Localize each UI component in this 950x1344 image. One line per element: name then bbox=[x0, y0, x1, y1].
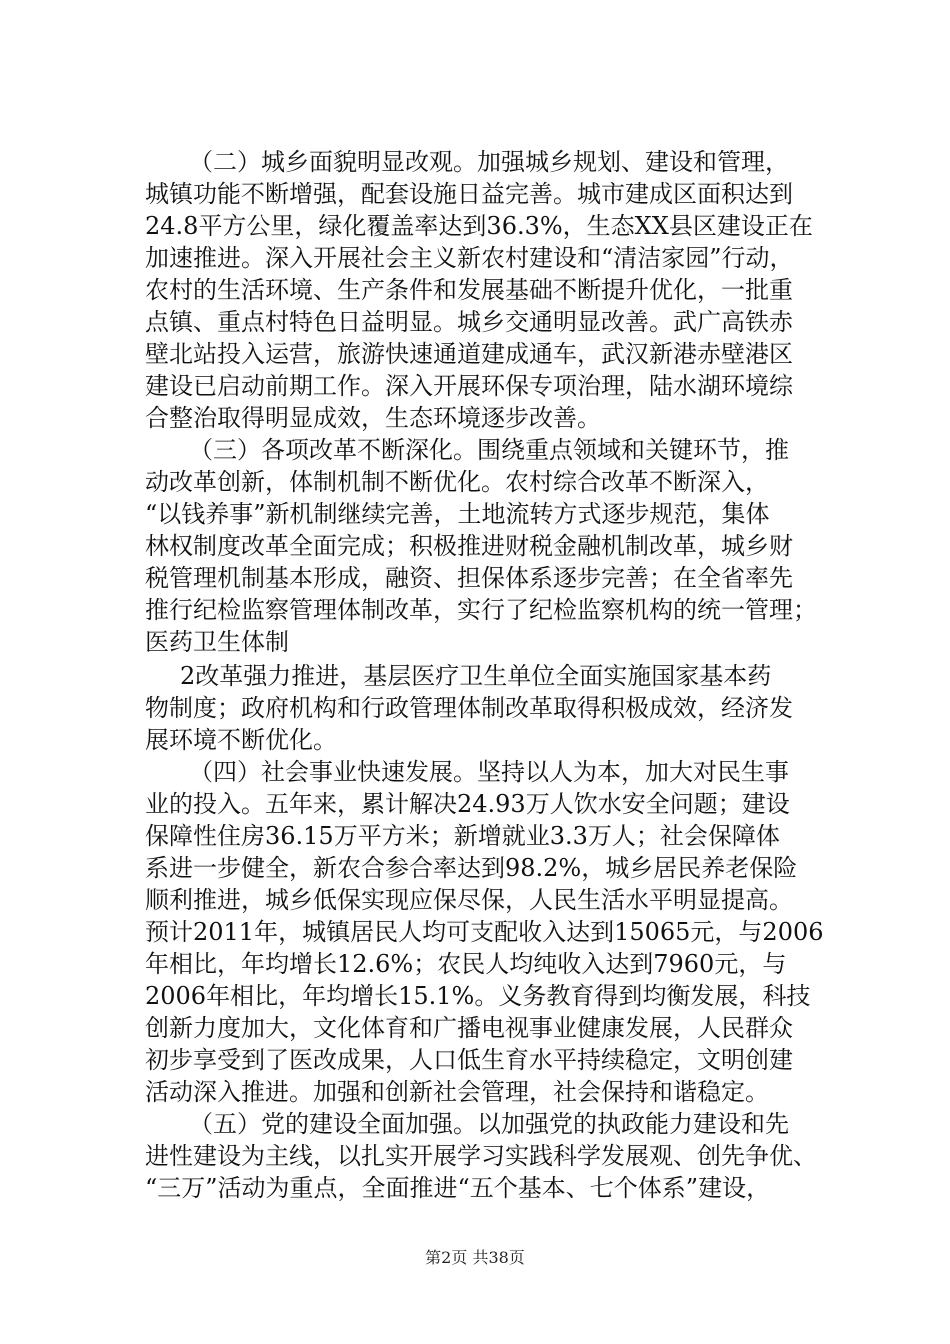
text-line: 合整治取得明显成效，生态环境逐步改善。 bbox=[145, 404, 601, 432]
text-line: （五）党的建设全面加强。以加强党的执政能力建设和先 bbox=[189, 1110, 789, 1138]
text-line: 物制度；政府机构和行政管理体制改革取得积极成效，经济发 bbox=[145, 694, 793, 722]
text-line: 点镇、重点村特色日益明显。城乡交通明显改善。武广高铁赤 bbox=[145, 308, 793, 336]
text-line: 系进一步健全，新农合参合率达到98.2%，城乡居民养老保险 bbox=[145, 854, 798, 882]
text-line: 进性建设为主线，以扎实开展学习实践科学发展观、创先争优、 bbox=[145, 1142, 817, 1170]
text-line: 动改革创新，体制机制不断优化。农村综合改革不断深入， bbox=[145, 468, 769, 496]
text-line: 城镇功能不断增强，配套设施日益完善。城市建成区面积达到 bbox=[145, 180, 793, 208]
text-line: 保障性住房36.15万平方米；新增就业3.3万人；社会保障体 bbox=[145, 822, 780, 850]
text-line: 年相比，年均增长12.6%；农民人均纯收入达到7960元，与 bbox=[145, 950, 787, 978]
text-line: 活动深入推进。加强和创新社会管理，社会保持和谐稳定。 bbox=[145, 1078, 769, 1106]
text-line: 创新力度加大，文化体育和广播电视事业健康发展，人民群众 bbox=[145, 1014, 793, 1042]
page-number-label: 第2页 共38页 bbox=[425, 1248, 525, 1267]
text-line: （四）社会事业快速发展。坚持以人为本，加大对民生事 bbox=[189, 758, 789, 786]
text-line: 顺利推进，城乡低保实现应保尽保，人民生活水平明显提高。 bbox=[145, 886, 793, 914]
text-line: 展环境不断优化。 bbox=[145, 726, 337, 754]
text-line: 壁北站投入运营，旅游快速通道建成通车，武汉新港赤壁港区 bbox=[145, 340, 793, 368]
text-line: 林权制度改革全面完成；积极推进财税金融机制改革，城乡财 bbox=[145, 532, 793, 560]
text-line: 医药卫生体制 bbox=[145, 628, 289, 656]
text-line: 推行纪检监察管理体制改革，实行了纪检监察机构的统一管理； bbox=[145, 596, 817, 624]
text-line: “三万”活动为重点，全面推进“五个基本、七个体系”建设， bbox=[145, 1174, 771, 1202]
text-line: （二）城乡面貌明显改观。加强城乡规划、建设和管理， bbox=[189, 148, 789, 176]
text-line: 业的投入。五年来，累计解决24.93万人饮水安全问题；建设 bbox=[145, 790, 790, 818]
text-line: 建设已启动前期工作。深入开展环保专项治理，陆水湖环境综 bbox=[145, 372, 793, 400]
text-line: 税管理机制基本形成，融资、担保体系逐步完善；在全省率先 bbox=[145, 564, 793, 592]
text-line: （三）各项改革不断深化。围绕重点领域和关键环节，推 bbox=[189, 436, 789, 464]
page-footer bbox=[0, 1245, 950, 1268]
text-line: 24.8平方公里，绿化覆盖率达到36.3%，生态XX县区建设正在 bbox=[145, 212, 813, 240]
text-line: 加速推进。深入开展社会主义新农村建设和“清洁家园”行动， bbox=[145, 244, 794, 272]
text-line: “以钱养事”新机制继续完善，土地流转方式逐步规范，集体 bbox=[145, 500, 770, 528]
text-line: 预计2011年，城镇居民人均可支配收入达到15065元，与2006 bbox=[145, 918, 824, 946]
text-line: 2006年相比，年均增长15.1%。义务教育得到均衡发展，科技 bbox=[145, 982, 811, 1010]
text-line: 2改革强力推进，基层医疗卫生单位全面实施国家基本药 bbox=[180, 662, 772, 690]
text-line: 农村的生活环境、生产条件和发展基础不断提升优化，一批重 bbox=[145, 276, 793, 304]
text-line: 初步享受到了医改成果，人口低生育水平持续稳定，文明创建 bbox=[145, 1046, 793, 1074]
